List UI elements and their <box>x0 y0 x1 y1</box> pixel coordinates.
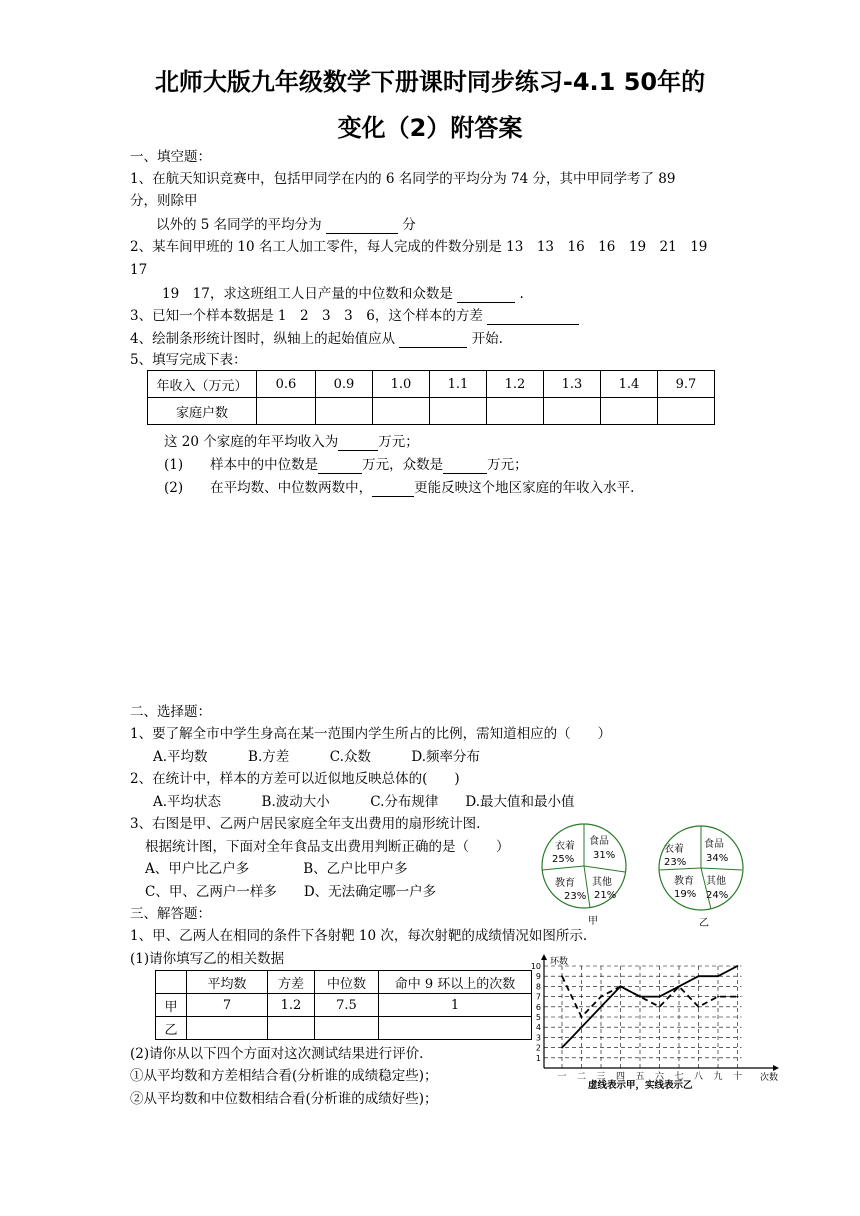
q5c-line <box>164 478 634 497</box>
q2-end: . <box>519 286 524 302</box>
income-row <box>148 371 715 398</box>
pie-jia-name: 甲 <box>588 916 598 927</box>
income-cell: 0.9 <box>316 371 373 398</box>
c1-question: 1、要了解全市中学生身高在某一范围内学生所占的比例，需知道相应的（ ） <box>130 726 612 742</box>
c1-options: A.平均数 B.方差 C.众数 D.频率分布 <box>153 749 481 765</box>
chart-ytick-label: 4 <box>535 1023 541 1033</box>
section-fill-blank: 一、填空题： <box>130 149 211 165</box>
q3-text: 3、已知一个样本数据是 1 2 3 3 6，这个样本的方差 <box>130 308 483 324</box>
q5b-line <box>164 455 528 474</box>
shooting-header-cell <box>156 971 187 994</box>
q5b-text: (1) 样本中的中位数是 <box>164 457 319 473</box>
q5a-text: 这 20 个家庭的年平均收入为 <box>164 434 339 450</box>
series-jia-point <box>698 1006 700 1008</box>
chart-xtick-label: 七 <box>674 1072 684 1082</box>
shooting-cell: 7.5 <box>315 994 379 1017</box>
q5c-text2: 更能反映这个地区家庭的年收入水平. <box>414 480 635 496</box>
households-cell[interactable] <box>430 398 487 425</box>
pie-yi-edu-label: 教育 <box>674 876 694 887</box>
series-yi-point <box>698 975 700 977</box>
chart-xtick-label: 六 <box>654 1072 665 1082</box>
series-yi-point <box>659 996 661 998</box>
chart-ytick-label: 3 <box>535 1033 541 1043</box>
section-solve: 三、解答题： <box>130 906 211 922</box>
series-yi-point <box>620 986 622 988</box>
q3-answer-blank[interactable] <box>487 306 579 325</box>
income-cell: 1.4 <box>601 371 658 398</box>
series-yi-point <box>678 986 680 988</box>
households-row <box>148 398 715 425</box>
series-yi-point <box>737 965 739 967</box>
chart-ytick-label: 5 <box>535 1013 541 1022</box>
pie-jia-food-label: 食品 <box>589 836 609 847</box>
q2-line2: 17 <box>130 262 148 278</box>
q2-line1: 2、某车间甲班的 10 名工人加工零件，每人完成的件数分别是 13 13 16 16 19 21 19 <box>130 239 708 255</box>
chart-xlabel: 次数 <box>760 1073 779 1083</box>
pie-yi-name: 乙 <box>699 918 709 929</box>
shooting-cell: 7 <box>187 994 268 1017</box>
q5b-unit: 万元； <box>487 457 528 473</box>
pie-yi-clothes-label: 衣着 <box>664 844 684 855</box>
shooting-cell: 1.2 <box>268 994 315 1017</box>
s1c-text: ①从平均数和方差相结合看(分析谁的成绩稳定些)； <box>130 1068 438 1084</box>
shooting-cell[interactable] <box>315 1017 379 1040</box>
pie-jia-food-pct: 31% <box>593 850 616 861</box>
shooting-header-cell: 中位数 <box>315 971 379 994</box>
pie-yi-other-label: 其他 <box>706 876 726 887</box>
chart-xtick-label: 二 <box>576 1072 587 1082</box>
c2-question: 2、在统计中，样本的方差可以近似地反映总体的( ) <box>130 771 460 787</box>
income-cell: 1.2 <box>487 371 544 398</box>
chart-xtick-label: 五 <box>635 1072 645 1082</box>
series-jia-point <box>717 996 719 998</box>
chart-ytick-label: 10 <box>530 962 541 971</box>
q5a-answer-blank[interactable] <box>338 432 378 451</box>
q5c-text: (2) 在平均数、中位数两数中， <box>164 480 373 496</box>
households-cell[interactable] <box>316 398 373 425</box>
pie-chart-jia <box>536 820 636 928</box>
shooting-header-row <box>156 971 532 994</box>
s1-question: 1、甲、乙两人在相同的条件下各射靶 10 次，每次射靶的成绩情况如图所示. <box>130 928 588 944</box>
income-cell: 9.7 <box>658 371 715 398</box>
s1d-text: ②从平均数和中位数相结合看(分析谁的成绩好些)； <box>130 1091 438 1107</box>
chart-caption: 虚线表示甲，实线表示乙 <box>588 1080 693 1091</box>
series-yi-point <box>581 1026 583 1028</box>
series-yi-point <box>600 1006 602 1008</box>
shooting-row-jia <box>156 994 532 1017</box>
series-jia-point <box>659 1006 661 1008</box>
pie-yi-clothes-pct: 23% <box>664 857 687 868</box>
chart-ytick-label: 7 <box>535 992 541 1002</box>
shooting-line-chart <box>528 952 788 1092</box>
q4-end: 开始. <box>471 331 503 347</box>
households-cell[interactable] <box>373 398 430 425</box>
q1-line2: 分，则除甲 <box>130 193 198 209</box>
q2-line3 <box>162 284 524 303</box>
q1-text: 以外的 5 名同学的平均分为 <box>156 217 322 233</box>
chart-ylabel: 环数 <box>550 957 569 967</box>
shooting-cell: 1 <box>379 994 532 1017</box>
pie-jia-other-label: 其他 <box>592 877 612 888</box>
pie-yi-food-pct: 34% <box>706 853 729 864</box>
shooting-header-cell: 平均数 <box>187 971 268 994</box>
q3-line <box>130 306 579 325</box>
shooting-cell: 乙 <box>156 1017 187 1040</box>
shooting-table <box>155 970 532 1040</box>
q5b-median-blank[interactable] <box>318 455 362 474</box>
households-header: 家庭户数 <box>148 398 257 425</box>
chart-ytick-label: 2 <box>535 1043 541 1053</box>
c3-options1: A、甲户比乙户多 B、乙户比甲户多 <box>145 861 408 877</box>
s1b-text: (2)请你从以下四个方面对这次测试结果进行评价. <box>130 1046 424 1062</box>
chart-yticks <box>531 962 541 1063</box>
section-choice: 二、选择题： <box>130 704 211 720</box>
q5-line: 5、填写完成下表： <box>130 352 247 368</box>
households-cell[interactable] <box>658 398 715 425</box>
q2-text: 19 17，求这班组工人日产量的中位数和众数是 <box>162 286 453 302</box>
chart-xtick-label: 三 <box>596 1072 606 1082</box>
q4-line <box>130 329 503 348</box>
income-table <box>147 370 715 425</box>
q5b-text2: 万元，众数是 <box>362 457 444 473</box>
series-jia-point <box>737 996 739 998</box>
q2-answer-blank[interactable] <box>457 284 515 303</box>
shooting-header-cell: 命中 9 环以上的次数 <box>379 971 532 994</box>
pie-jia-edu-label: 教育 <box>555 878 575 889</box>
households-cell[interactable] <box>487 398 544 425</box>
q4-text: 4、绘制条形统计图时，纵轴上的起始值应从 <box>130 331 396 347</box>
q1-line3 <box>156 215 416 234</box>
chart-xtick-label: 八 <box>693 1072 704 1082</box>
shooting-header-cell: 方差 <box>268 971 315 994</box>
series-yi-point <box>561 1047 563 1049</box>
pie-jia-clothes-pct: 25% <box>552 854 575 865</box>
pie-chart-yi <box>654 822 754 930</box>
series-yi-point <box>639 996 641 998</box>
q1-unit: 分 <box>402 217 416 233</box>
q4-answer-blank[interactable] <box>399 329 467 348</box>
shooting-cell[interactable] <box>268 1017 315 1040</box>
pie-jia-edu-pct: 23% <box>564 891 587 902</box>
series-jia-point <box>600 996 602 998</box>
pie-yi-other-pct: 24% <box>706 890 729 901</box>
q1-line1: 1、在航天知识竞赛中，包括甲同学在内的 6 名同学的平均分为 74 分，其中甲同学考了 89 <box>130 171 676 187</box>
c3-question: 3、右图是甲、乙两户居民家庭全年支出费用的扇形统计图. <box>130 816 481 832</box>
q5c-answer-blank[interactable] <box>372 478 414 497</box>
chart-xtick-label: 十 <box>732 1072 743 1082</box>
y-axis-arrow-icon <box>541 954 547 960</box>
chart-xtick-label: 四 <box>615 1072 626 1082</box>
q5a-unit: 万元； <box>378 434 419 450</box>
series-jia-point <box>581 1016 583 1018</box>
s1a-text: (1)请你填写乙的相关数据 <box>130 951 285 967</box>
series-jia-point <box>561 975 563 977</box>
chart-xtick-label: 九 <box>713 1072 723 1082</box>
series-yi-point <box>717 975 719 977</box>
income-cell: 1.3 <box>544 371 601 398</box>
c2-options: A.平均状态 B.波动大小 C.分布规律 D.最大值和最小值 <box>153 794 575 810</box>
chart-ytick-label: 6 <box>535 1002 541 1012</box>
chart-ytick-label: 1 <box>535 1053 541 1063</box>
households-cell[interactable] <box>544 398 601 425</box>
chart-ytick-label: 8 <box>535 982 541 992</box>
income-cell: 1.1 <box>430 371 487 398</box>
income-cell: 1.0 <box>373 371 430 398</box>
pie-yi-edu-pct: 19% <box>674 889 697 900</box>
doc-title-line1: 北师大版九年级数学下册课时同步练习-4.1 50年的 <box>154 68 706 96</box>
c3-question2: 根据统计图，下面对全年食品支出费用判断正确的是（ ） <box>145 839 510 855</box>
shooting-cell[interactable] <box>379 1017 532 1040</box>
shooting-cell[interactable] <box>187 1017 268 1040</box>
shooting-row-yi <box>156 1017 532 1040</box>
doc-title-line2: 变化（2）附答案 <box>337 114 523 142</box>
pie-jia-clothes-label: 衣着 <box>555 841 575 852</box>
households-cell[interactable] <box>601 398 658 425</box>
q5a-line <box>164 432 419 451</box>
income-header: 年收入（万元） <box>148 371 257 398</box>
pie-yi-food-label: 食品 <box>704 839 724 850</box>
shooting-cell: 甲 <box>156 994 187 1017</box>
x-axis-arrow-icon <box>773 1065 779 1071</box>
c3-options2: C、甲、乙两户一样多 D、无法确定哪一户多 <box>145 884 437 900</box>
q1-answer-blank[interactable] <box>326 215 398 234</box>
q5b-mode-blank[interactable] <box>443 455 487 474</box>
pie-jia-other-pct: 21% <box>594 890 617 901</box>
chart-grid <box>544 966 742 1068</box>
chart-xtick-label: 一 <box>557 1072 567 1082</box>
income-cell: 0.6 <box>257 371 316 398</box>
households-cell[interactable] <box>257 398 316 425</box>
chart-ytick-label: 9 <box>535 972 541 982</box>
